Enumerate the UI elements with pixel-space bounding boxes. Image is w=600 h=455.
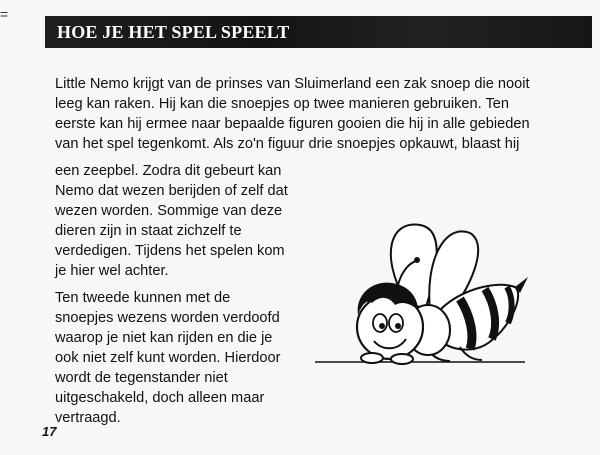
pupil [379, 323, 385, 329]
text-line: ook niet zelf kunt worden. Hierdoor [55, 350, 281, 366]
text-line: verdedigen. Tijdens het spelen kom [55, 243, 285, 259]
intro-line: leeg kan raken. Hij kan die snoepjes op twee manieren gebruiken. Ten [55, 96, 510, 112]
second-paragraph [55, 288, 315, 428]
text-line: je hier wel achter. [55, 263, 169, 279]
eye [389, 314, 403, 332]
intro-line: van het spel tegenkomt. Als zo'n figuur drie snoepjes opkauwt, blaast hij [55, 136, 520, 152]
hand [361, 353, 383, 363]
intro-paragraph [55, 74, 575, 154]
text-line: vertraagd. [55, 410, 121, 426]
intro-line: eerste kan hij ermee naar bepaalde figuren gooien die hij in alle gebieden [55, 116, 530, 132]
hand [391, 354, 413, 364]
text-line: Ten tweede kunnen met de [55, 290, 231, 306]
pupil [395, 323, 401, 329]
intro-line: Little Nemo krijgt van de prinses van Sluimerland een zak snoep die nooit [55, 76, 530, 92]
text-line: uitgeschakeld, doch alleen maar [55, 390, 265, 406]
text-line: wezen worden. Sommige van deze [55, 203, 283, 219]
paragraph-continuation [55, 161, 315, 281]
title-bar [45, 16, 592, 48]
page-number: 17 [42, 424, 57, 439]
margin-mark: = [0, 6, 9, 22]
antenna-tip [414, 257, 420, 263]
page-title: HOE JE HET SPEL SPEELT [57, 22, 290, 42]
bee-illustration [310, 215, 550, 375]
text-line: dieren zijn in staat zichzelf te [55, 223, 242, 239]
text-line: een zeepbel. Zodra dit gebeurt kan [55, 163, 282, 179]
text-line: wordt de tegenstander niet [55, 370, 228, 386]
text-line: waarop je niet kan rijden en die je [55, 330, 273, 346]
eye [373, 314, 387, 332]
text-line: Nemo dat wezen berijden of zelf dat [55, 183, 288, 199]
text-line: snoepjes wezens worden verdoofd [55, 310, 280, 326]
